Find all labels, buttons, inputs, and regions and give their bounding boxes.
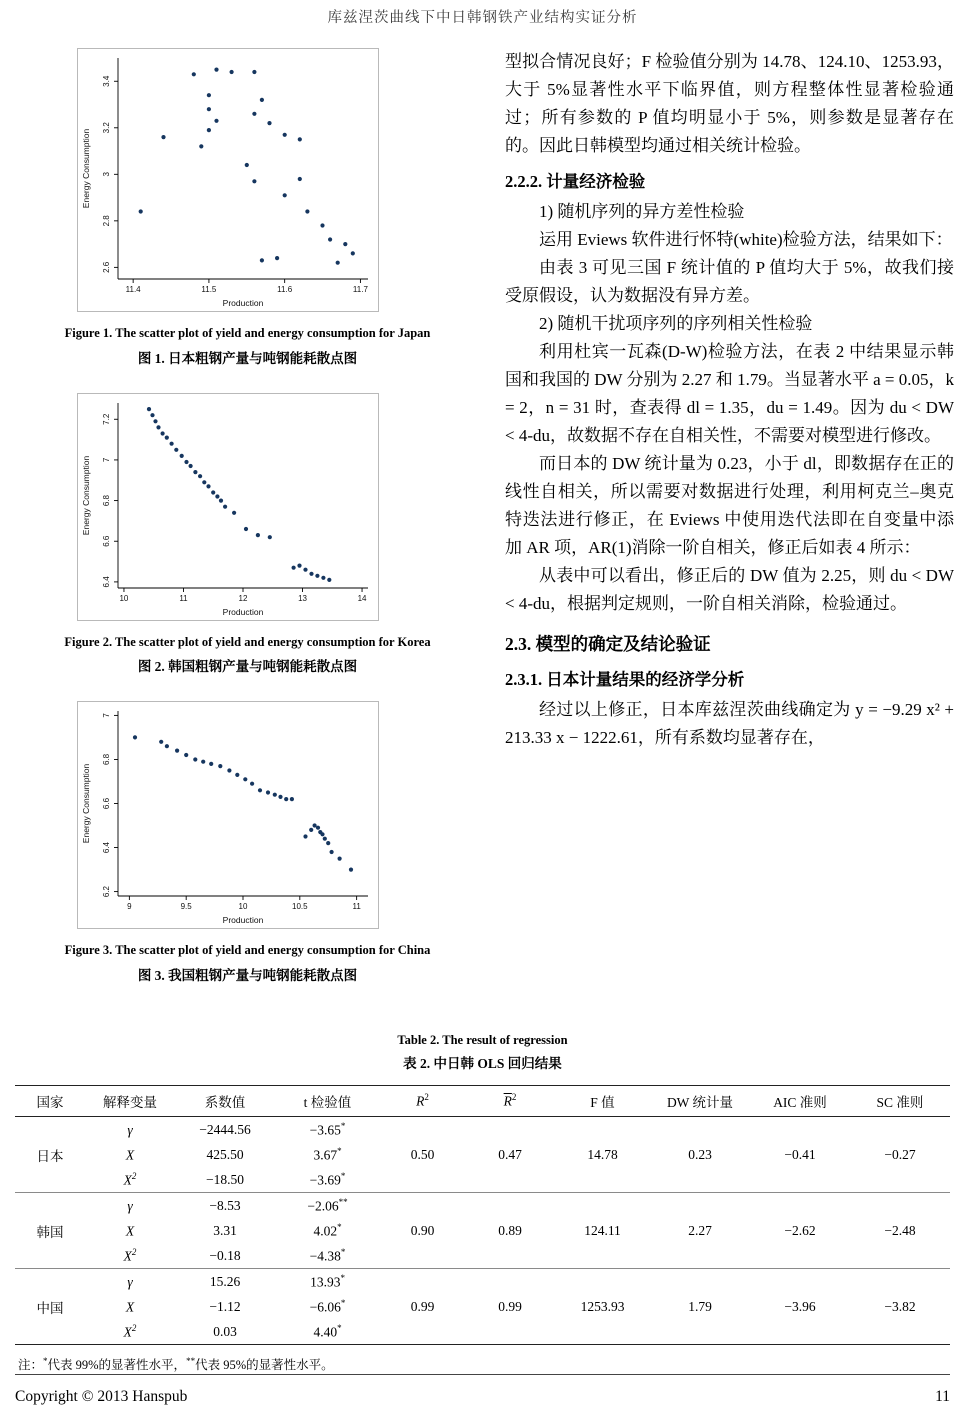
variable-cell: γ (127, 1122, 133, 1138)
paragraph: 从表中可以看出，修正后的 DW 值为 2.25，则 du < DW < 4-du，根据判定规则，一阶自相关消除，检验通过。 (505, 566, 954, 613)
variable-cell: X (125, 1299, 135, 1315)
sc-cell: −0.27 (884, 1146, 916, 1162)
table-row (15, 1117, 950, 1143)
rbar2-cell: 0.89 (498, 1222, 522, 1238)
coef-cell: 0.03 (213, 1323, 237, 1339)
paragraph: 1) 随机序列的异方差性检验 (539, 202, 745, 221)
svg-text:11: 11 (179, 593, 188, 603)
t-cell: 3.67* (313, 1145, 342, 1163)
table-group-japan (15, 1117, 950, 1193)
variable-cell: γ (127, 1198, 133, 1214)
page-footer (15, 1374, 950, 1406)
section-heading-2-3: 2.3. 模型的确定及结论验证 (505, 634, 711, 654)
svg-text:Production: Production (222, 606, 264, 617)
svg-text:6.4: 6.4 (102, 841, 111, 854)
section-heading-2-3-1: 2.3.1. 日本计量结果的经济学分析 (505, 670, 745, 689)
col-header-country: 国家 (15, 1086, 85, 1117)
copyright-text: Copyright © 2013 Hanspub (15, 1388, 188, 1405)
coef-cell: 3.31 (213, 1222, 237, 1238)
svg-text:12: 12 (238, 593, 248, 603)
col-header-f: F 值 (555, 1086, 650, 1117)
paragraph: 由表 3 可见三国 F 统计值的 P 值均大于 5%，故我们接受原假设，认为数据没有异方差。 (505, 258, 954, 305)
svg-text:6.4: 6.4 (102, 575, 111, 587)
scatter-chart-japan (77, 48, 379, 312)
t-cell: 13.93* (310, 1272, 345, 1290)
f-cell: 124.11 (584, 1222, 621, 1238)
table-footnote: 注：*代表 99%的显著性水平，**代表 95%的显著性水平。 (18, 1355, 334, 1372)
page-number: 11 (935, 1388, 950, 1405)
figure-2 (15, 393, 480, 676)
table-row (15, 1193, 950, 1219)
t-cell: −3.69* (309, 1170, 346, 1188)
svg-text:2.6: 2.6 (102, 261, 111, 273)
svg-text:14: 14 (357, 593, 367, 603)
figure-1-caption-zh: 图 1. 日本粗钢产量与吨钢能耗散点图 (137, 350, 358, 366)
svg-text:3: 3 (102, 172, 111, 177)
table-section (0, 1033, 965, 1373)
scatter-chart-korea (77, 393, 379, 621)
coef-cell: −0.18 (209, 1247, 241, 1263)
svg-text:Energy Consumption: Energy Consumption (81, 455, 91, 535)
svg-text:11: 11 (352, 902, 361, 911)
col-header-variable: 解释变量 (85, 1086, 175, 1117)
svg-text:Production: Production (222, 298, 264, 308)
paragraph: 运用 Eviews 软件进行怀特(white)检验方法，结果如下： (539, 230, 953, 249)
svg-text:11.7: 11.7 (352, 285, 368, 294)
aic-cell: −3.96 (784, 1298, 816, 1314)
t-cell: −2.06** (307, 1196, 348, 1214)
figure-1 (15, 48, 480, 367)
variable-cell: $X^2$ (123, 1170, 137, 1188)
coef-cell: −2444.56 (199, 1121, 251, 1137)
dw-cell: 1.79 (688, 1298, 712, 1314)
figure-2-caption-zh: 图 2. 韩国粗钢产量与吨钢能耗散点图 (137, 659, 358, 674)
col-header-t: t 检验值 (275, 1086, 380, 1117)
t-cell: 4.40* (313, 1322, 342, 1340)
col-header-coef: 系数值 (175, 1086, 275, 1117)
svg-text:6.8: 6.8 (102, 494, 111, 506)
coef-cell: −18.50 (206, 1171, 244, 1187)
svg-text:3.2: 3.2 (102, 122, 111, 134)
svg-text:6.8: 6.8 (102, 753, 111, 766)
coef-cell: 425.50 (206, 1146, 244, 1162)
t-cell: −3.65* (309, 1120, 346, 1138)
svg-text:6.6: 6.6 (102, 535, 111, 547)
variable-cell: $X^2$ (123, 1322, 137, 1340)
r2-cell: 0.99 (410, 1298, 435, 1314)
table-title-en: Table 2. The result of regression (397, 1033, 568, 1047)
col-header-sc: SC 准则 (850, 1086, 950, 1117)
svg-text:7: 7 (102, 713, 111, 718)
svg-text:9: 9 (127, 902, 132, 911)
svg-text:3.4: 3.4 (102, 75, 111, 87)
rbar2-cell: 0.99 (498, 1298, 522, 1314)
sc-cell: −3.82 (884, 1298, 916, 1314)
figure-1-caption-en: Figure 1. The scatter plot of yield and energy consumption for Japan (64, 326, 431, 340)
variable-cell: $X^2$ (123, 1246, 137, 1264)
col-header-dw: DW 统计量 (650, 1086, 750, 1117)
table-row (15, 1269, 950, 1295)
table-header-row (15, 1086, 950, 1117)
col-header-aic: AIC 准则 (750, 1086, 850, 1117)
svg-text:7: 7 (102, 457, 111, 462)
table-title-zh: 表 2. 中日韩 OLS 回归结果 (403, 1056, 562, 1071)
f-cell: 1253.93 (580, 1298, 625, 1314)
svg-text:10: 10 (119, 593, 129, 603)
table-group-china (15, 1269, 950, 1345)
svg-text:13: 13 (298, 593, 307, 603)
r2-cell: 0.90 (410, 1222, 435, 1238)
t-cell: 4.02* (313, 1221, 342, 1239)
table-group-korea (15, 1193, 950, 1269)
paragraph: 而日本的 DW 统计量为 0.23，小于 dl，即数据存在正的线性自相关，所以需要对数据进行处理，利用柯克兰–奥克特迭法进行修正，在 Eviews 中使用迭代法即在自变量中添加 AR 项，AR(1)消除一阶自相关，修正后如表 4 所示： (505, 454, 954, 557)
t-cell: −4.38* (309, 1246, 346, 1264)
variable-cell: X (125, 1223, 135, 1239)
figure-3 (15, 701, 480, 984)
paragraph: 经过以上修正，日本库兹涅茨曲线确定为 y = −9.29 x² + 213.33 x − 1222.61，所有系数均显著存在， (505, 700, 954, 747)
svg-text:10.5: 10.5 (292, 902, 308, 911)
variable-cell: γ (127, 1274, 133, 1290)
country-cell: 韩国 (36, 1224, 64, 1240)
figure-3-caption-zh: 图 3. 我国粗钢产量与吨钢能耗散点图 (137, 967, 358, 983)
svg-text:6.2: 6.2 (102, 886, 111, 898)
section-heading-2-2-2: 2.2.2. 计量经济检验 (505, 172, 646, 191)
col-header-rbar2: $\overline{R}^2$ (465, 1086, 555, 1117)
dw-cell: 0.23 (688, 1146, 712, 1162)
f-cell: 14.78 (587, 1146, 618, 1162)
svg-text:Production: Production (222, 915, 264, 925)
scatter-chart-china (77, 701, 379, 929)
regression-results-table (15, 1085, 950, 1345)
svg-text:9.5: 9.5 (180, 902, 192, 911)
paragraph-continued: 型拟合情况良好；F 检验值分别为 14.78、124.10、1253.93，大于 5%显著性水平下临界值，则方程整体性显著检验通过；所有参数的 P 值均明显小于 5%，则参数是显著存在的。因此日韩模型均通过相关统计检验。 (505, 52, 954, 155)
svg-text:2.8: 2.8 (102, 215, 111, 227)
running-head-title: 库兹涅茨曲线下中日韩钢铁产业结构实证分析 (327, 10, 638, 26)
country-cell: 中国 (36, 1300, 64, 1316)
paragraph: 2) 随机干扰项序列的序列相关性检验 (539, 314, 813, 333)
variable-cell: X (125, 1147, 135, 1163)
coef-cell: 15.26 (209, 1273, 241, 1289)
figure-3-caption-en: Figure 3. The scatter plot of yield and energy consumption for China (64, 943, 431, 957)
col-header-r2: $R^2$ (380, 1086, 465, 1117)
paragraph: 利用杜宾一瓦森(D-W)检验方法，在表 2 中结果显示韩国和我国的 DW 分别为 2.27 和 1.79。当显著水平 a = 0.05，k = 2，n = 31 时，查表得 dl = 1.35，du = 1.49。因为 du < DW < 4-du，故数据不存在自相关性，不需要对模型进行修改。 (505, 342, 954, 445)
sc-cell: −2.48 (884, 1222, 916, 1238)
country-cell: 日本 (36, 1148, 64, 1164)
r2-cell: 0.50 (410, 1146, 435, 1162)
figure-2-caption-en: Figure 2. The scatter plot of yield and energy consumption for Korea (64, 634, 431, 649)
svg-text:11.4: 11.4 (125, 285, 141, 294)
aic-cell: −0.41 (784, 1146, 816, 1162)
figure-column (15, 48, 480, 1010)
coef-cell: −1.12 (209, 1298, 241, 1314)
coef-cell: −8.53 (209, 1197, 241, 1213)
aic-cell: −2.62 (784, 1222, 816, 1238)
svg-text:Energy Consumption: Energy Consumption (81, 763, 91, 844)
svg-text:6.6: 6.6 (102, 797, 111, 810)
svg-text:7.2: 7.2 (102, 413, 111, 425)
svg-text:11.5: 11.5 (201, 285, 217, 294)
svg-text:10: 10 (238, 902, 248, 911)
svg-text:Energy Consumption: Energy Consumption (81, 128, 91, 209)
t-cell: −6.06* (309, 1297, 346, 1315)
rbar2-cell: 0.47 (498, 1146, 522, 1162)
dw-cell: 2.27 (688, 1222, 712, 1238)
text-column (505, 48, 954, 752)
svg-text:11.6: 11.6 (277, 285, 293, 294)
